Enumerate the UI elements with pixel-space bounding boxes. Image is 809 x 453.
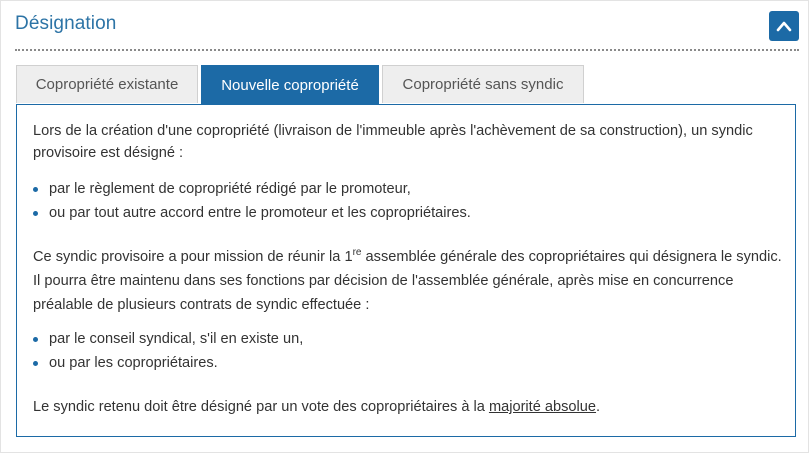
mission-text-end: assemblée générale des copropriétaires qui désignera le syndic. Il pourra être maintenu dans ses fonctions par décision de l'assemblée générale, après mise en concurrence préalable de plusieurs contrats de syndic effectuée :: [33, 249, 782, 313]
panel-header: [1, 1, 808, 51]
bullet-icon: [33, 337, 38, 342]
chevron-up-icon: [776, 19, 792, 33]
bullet-icon: [33, 211, 38, 216]
tab-copropriete-sans-syndic[interactable]: Copropriété sans syndic: [382, 65, 584, 103]
vote-text-end: .: [596, 399, 601, 415]
header-divider: [15, 49, 799, 51]
ordinal-superscript: re: [352, 247, 362, 258]
vote-text-start: Le syndic retenu doit être désigné par un vote des copropriétaires à la: [33, 399, 489, 415]
tab-content: [16, 104, 796, 437]
list-item-text: par le règlement de copropriété rédigé par le promoteur,: [49, 181, 411, 197]
competition-list: [33, 327, 783, 375]
tab-copropriete-existante[interactable]: Copropriété existante: [16, 65, 198, 103]
list-item: [33, 177, 783, 201]
bullet-icon: [33, 187, 38, 192]
list-item-text: par le conseil syndical, s'il en existe un,: [49, 331, 304, 347]
collapse-toggle-button[interactable]: [769, 11, 799, 41]
list-item-text: ou par les copropriétaires.: [49, 355, 218, 371]
intro-paragraph: Lors de la création d'une copropriété (livraison de l'immeuble après l'achèvement de sa construction), un syndic provisoire est désigné :: [33, 123, 753, 161]
majorite-absolue-link[interactable]: majorité absolue: [488, 399, 597, 415]
list-item: [33, 201, 783, 225]
list-item: [33, 351, 783, 375]
vote-paragraph: [33, 396, 783, 418]
panel-title: Désignation: [15, 13, 117, 34]
list-item: [33, 327, 783, 351]
list-item-text: ou par tout autre accord entre le promoteur et les copropriétaires.: [49, 205, 471, 221]
mission-text-start: Ce syndic provisoire a pour mission de réunir la 1: [33, 249, 353, 265]
designation-list: [33, 177, 783, 225]
tab-nouvelle-copropriete[interactable]: Nouvelle copropriété: [201, 65, 379, 104]
mission-paragraph: [33, 245, 793, 317]
bullet-icon: [33, 361, 38, 366]
